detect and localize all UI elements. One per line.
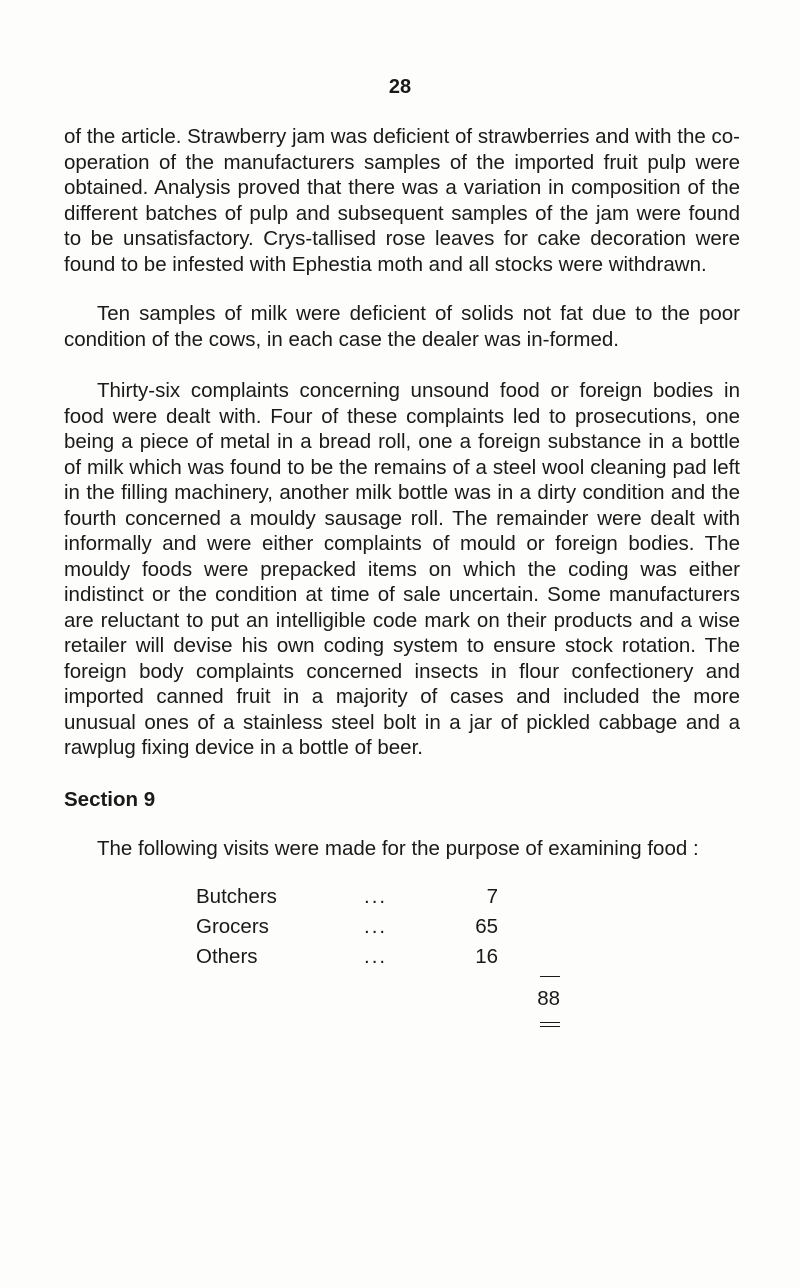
leader-dots: ...	[364, 885, 388, 908]
section-heading: Section 9	[64, 788, 156, 811]
visit-count: 65	[475, 915, 498, 938]
paragraph-milk-samples: Ten samples of milk were deficient of solids not fat due to the poor condition of the cows, in each case the dealer was in-formed.	[64, 302, 740, 351]
total-rule	[540, 976, 560, 977]
total-double-rule	[540, 1022, 560, 1027]
visit-label: Butchers	[196, 885, 277, 908]
section-intro: The following visits were made for the purpose of examining food :	[97, 837, 699, 860]
visit-count: 7	[486, 885, 498, 908]
paragraph-complaints: Thirty-six complaints concerning unsound food or foreign bodies in food were dealt with. Four of these complaints led to prosecutions, one being a piece of metal in a bread roll, one a foreign substance in a bottle of milk which was found to be the remains of a steel wool cleaning pad left in the filling machinery, another milk bottle was in a dirty condition and the fourth concerned a mouldy sausage roll. The remainder were dealt with informally and were either complaints of mould or foreign bodies. The mouldy foods were prepacked items on which the coding was either indistinct or the condition at time of sale uncertain. Some manufacturers are reluctant to put an intelligible code mark on their products and a wise retailer will devise his own coding system to ensure stock rotation. The foreign body complaints concerned insects in flour confectionery and imported canned fruit in a majority of cases and included the more unusual ones of a stainless steel bolt in a jar of pickled cabbage and a rawplug fixing device in a bottle of beer.	[64, 379, 740, 759]
visit-label: Grocers	[196, 915, 269, 938]
visits-row-others	[196, 942, 498, 972]
visits-total: 88	[537, 987, 560, 1010]
paragraph-strawberry-jam: of the article. Strawberry jam was deficient of strawberries and with the co-operation of the manufacturers samples of the imported fruit pulp were obtained. Analysis proved that there was a variation in composition of the different batches of pulp and subsequent samples of the jam were found to be unsatisfactory. Crys-tallised rose leaves for cake decoration were found to be infested with Ephestia moth and all stocks were withdrawn.	[64, 125, 740, 276]
visits-row-grocers	[196, 912, 498, 942]
visit-count: 16	[475, 945, 498, 968]
visits-row-butchers	[196, 882, 498, 912]
leader-dots: ...	[364, 945, 388, 968]
visits-table	[196, 882, 498, 972]
visit-label: Others	[196, 945, 258, 968]
page-number: 28	[388, 76, 412, 98]
leader-dots: ...	[364, 915, 388, 938]
